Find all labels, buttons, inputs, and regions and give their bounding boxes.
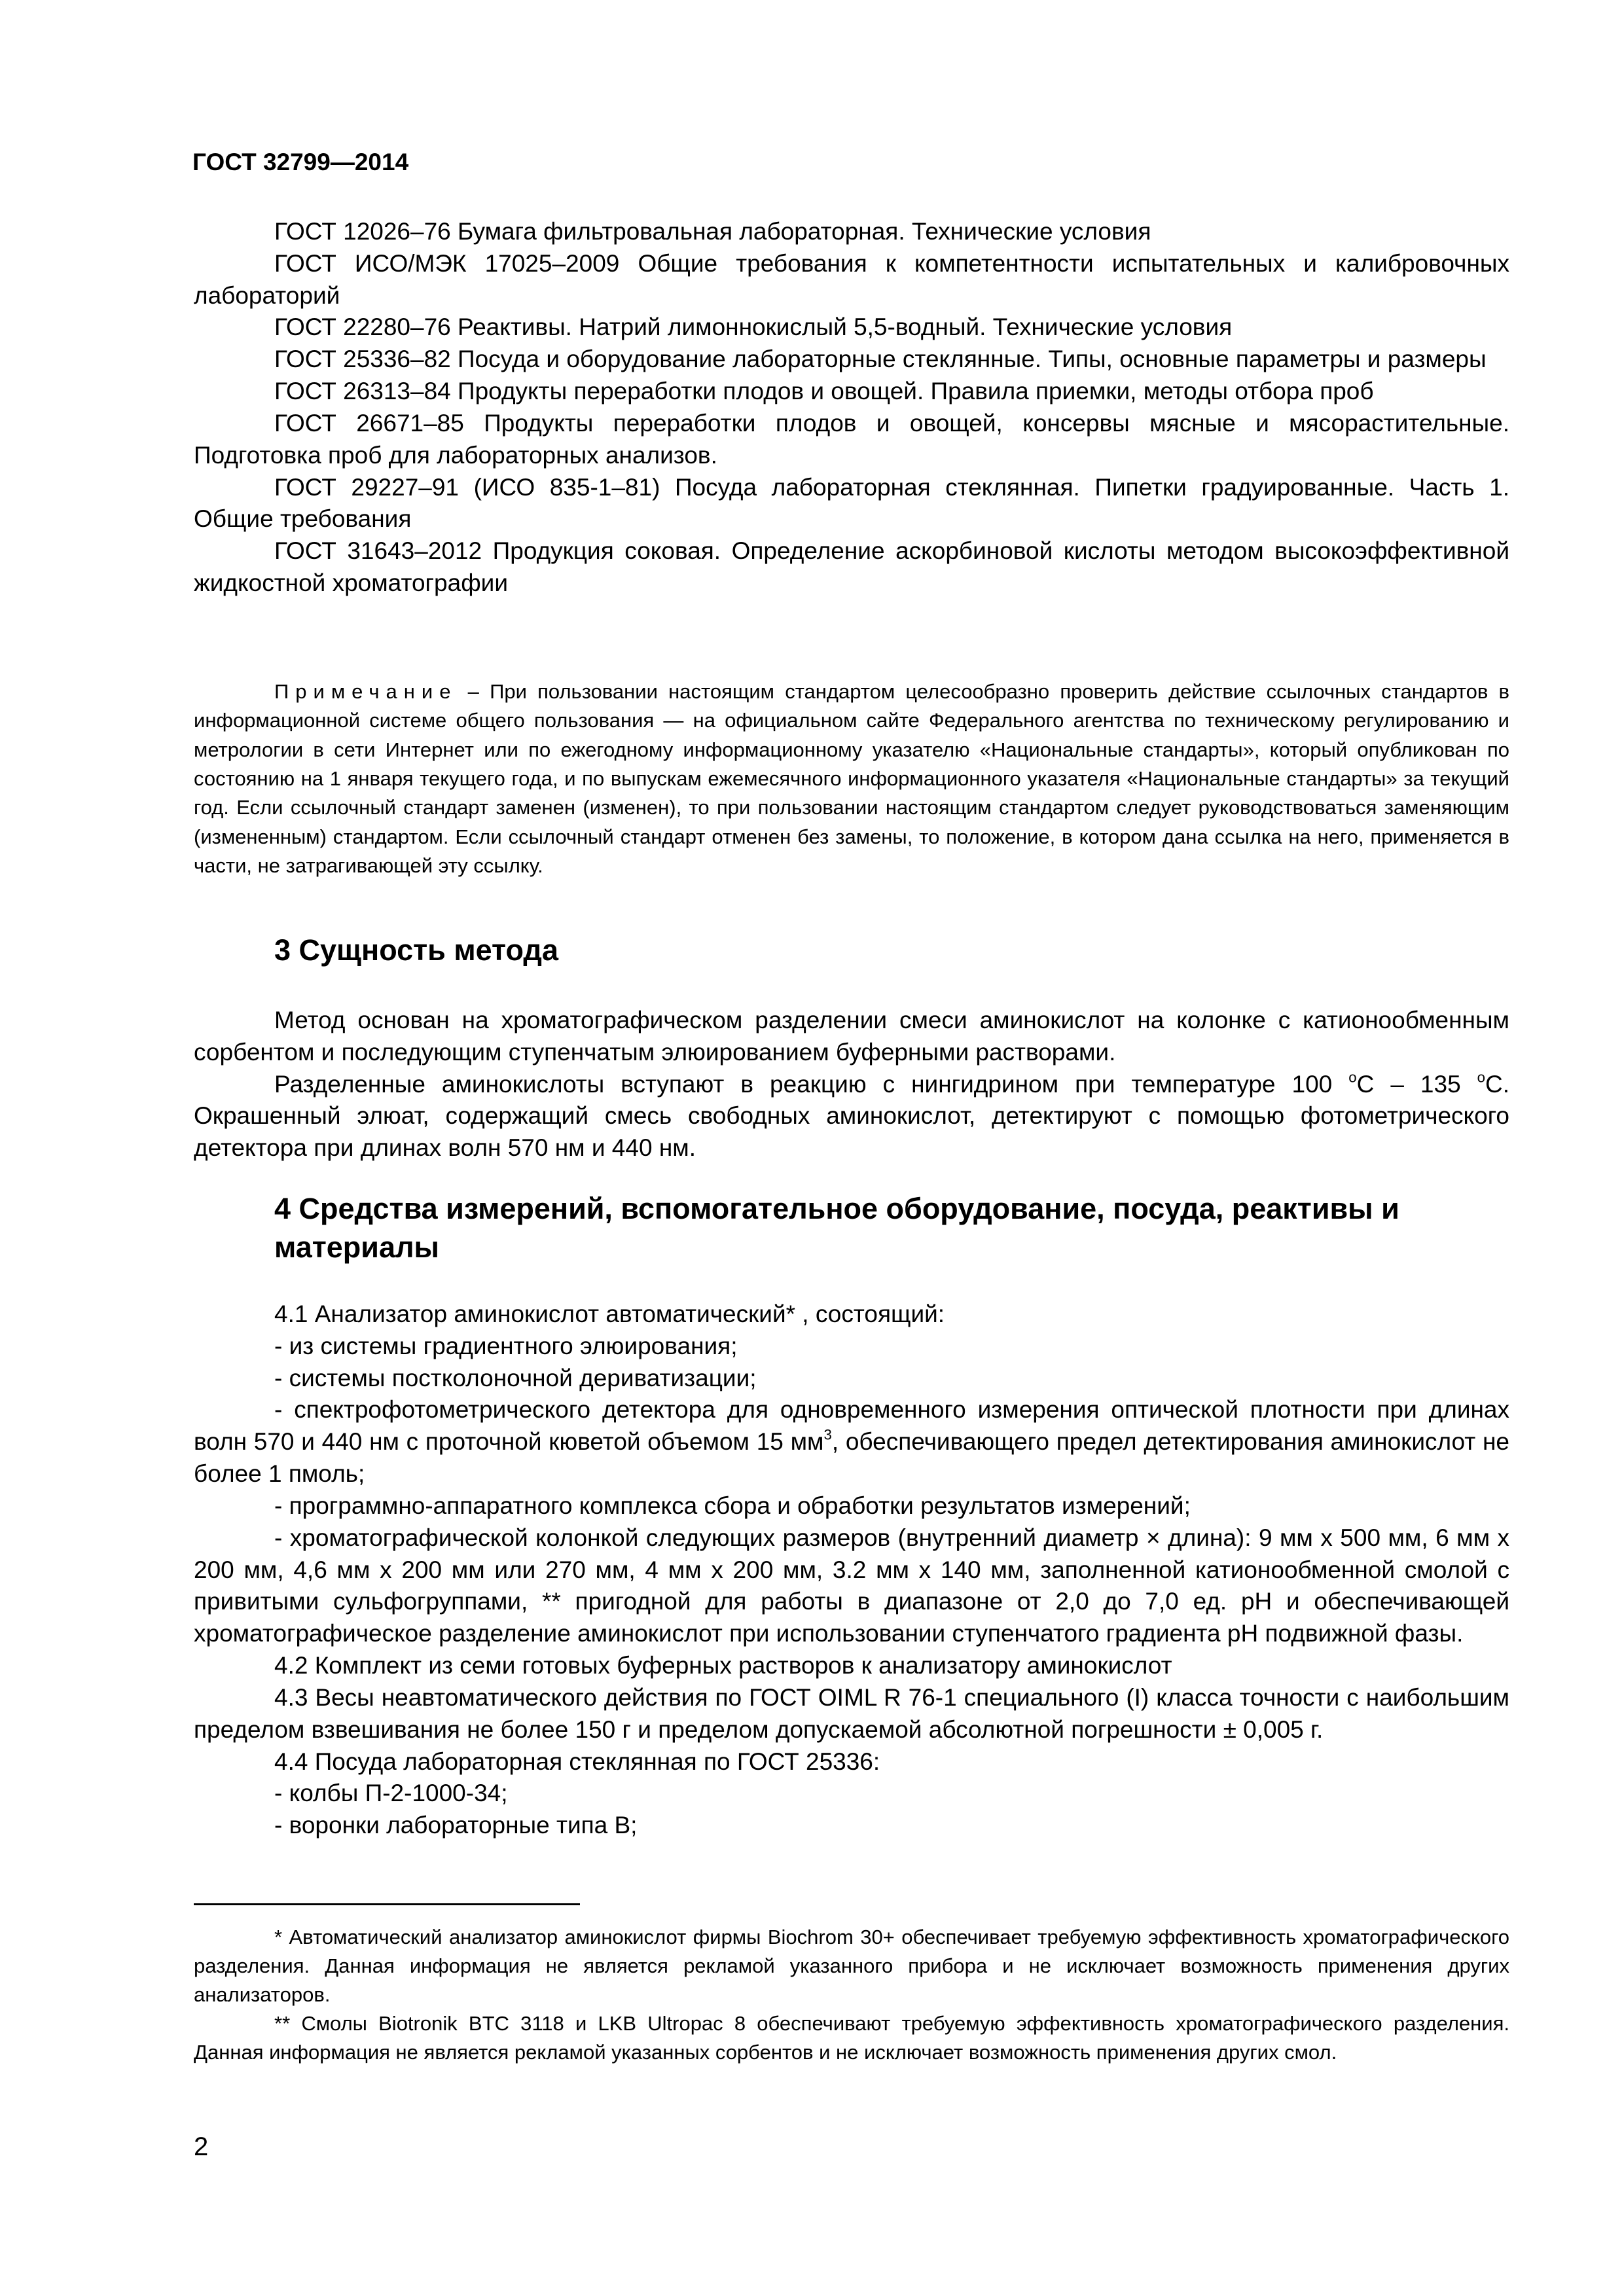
- page-number: 2: [194, 2132, 209, 2161]
- section-4-body: [194, 1299, 1509, 1842]
- list-item: - воронки лабораторные типа В;: [274, 1812, 638, 1839]
- paragraph: Метод основан на хроматографическом разделении смеси аминокислот на колонке с катионообменным сорбентом и последующим ступенчатым элюированием буферными растворами.: [194, 1007, 1509, 1066]
- paragraph-4-3: 4.3 Весы неавтоматического действия по ГОСТ OIML R 76-1 специального (I) класса точности с наибольшим пределом взвешивания не более 150 г и пределом допускаемой абсолютной погрешности ± 0,005 г.: [194, 1683, 1509, 1743]
- list-item: - колбы П-2-1000-34;: [274, 1780, 508, 1807]
- paragraph-4-1: 4.1 Анализатор аминокислот автоматический* , состоящий:: [274, 1300, 945, 1327]
- list-item: - спектрофотометрического детектора для одновременного измерения оптической плотности при длинах волн 570 и 440 нм с проточной кюветой объемом 15 $мм^3$, обеспечивающего предел детектирования аминокислот не более 1 пмоль;: [194, 1396, 1509, 1488]
- list-item: - системы постколоночной дериватизации;: [274, 1364, 757, 1391]
- list-item: - из системы градиентного элюирования;: [274, 1332, 738, 1359]
- paragraph-4-2: 4.2 Комплект из семи готовых буферных растворов к анализатору аминокислот: [274, 1652, 1172, 1679]
- footnote-divider: [194, 1903, 580, 1905]
- reference-item: ГОСТ 31643–2012 Продукция соковая. Определение аскорбиновой кислоты методом высокоэффективной жидкостной хроматографии: [194, 537, 1509, 597]
- reference-item: ГОСТ 12026–76 Бумага фильтровальная лабораторная. Технические условия: [274, 218, 1151, 245]
- normative-references: [194, 216, 1509, 600]
- list-item: - хроматографической колонкой следующих размеров (внутренний диаметр × длина): 9 мм х 500 мм, 6 мм х 200 мм, 4,6 мм х 200 мм или 270 мм, 4 мм х 200 мм, 3.2 мм х 140 мм, заполненной катионообменной смолой с привитыми сульфогруппами, ** пригодной для работы в диапазоне от 2,0 до 7,0 ед. рН и обеспечивающей хроматографическое разделение аминокислот при использовании ступенчатого градиента рН подвижной фазы.: [194, 1524, 1509, 1647]
- list-item: - программно-аппаратного комплекса сбора и обработки результатов измерений;: [274, 1492, 1191, 1519]
- reference-item: ГОСТ 22280–76 Реактивы. Натрий лимоннокислый 5,5-водный. Технические условия: [274, 314, 1233, 341]
- reference-item: ГОСТ 26671–85 Продукты переработки плодов и овощей, консервы мясные и мясорастительные. Подготовка проб для лабораторных анализов.: [194, 409, 1509, 469]
- footnote: * Автоматический анализатор аминокислот фирмы Biochrom 30+ обеспечивает требуемую эффективность хроматографического разделения. Данная информация не является рекламой указанного прибора и не исключает возможность применения других анализаторов.: [194, 1926, 1509, 2007]
- section-4-title: 4 Средства измерений, вспомогательное оборудование, посуда, реактивы и материалы: [274, 1192, 1399, 1264]
- section-3-title: 3 Сущность метода: [274, 933, 558, 967]
- reference-item: ГОСТ ИСО/МЭК 17025–2009 Общие требования к компетентности испытательных и калибровочных лабораторий: [194, 249, 1509, 309]
- paragraph: Разделенные аминокислоты вступают в реакцию с нингидрином при температуре 100 $^o$С – 135 $^o$С. Окрашенный элюат, содержащий смесь свободных аминокислот, детектируют с помощью фотометрического детектора при длинах волн 570 нм и 440 нм.: [194, 1069, 1509, 1162]
- footnote: ** Смолы Biotronik BTC 3118 и LKB Ultropac 8 обеспечивают требуемую эффективность хроматографического разделения. Данная информация не является рекламой указанных сорбентов и не исключает возможность применения других смол.: [194, 2012, 1509, 2064]
- note-block: [194, 677, 1509, 880]
- document-header: ГОСТ 32799—2014: [192, 149, 409, 175]
- paragraph-4-4: 4.4 Посуда лабораторная стеклянная по ГОСТ 25336:: [274, 1748, 880, 1775]
- note-text: – При пользовании настоящим стандартом целесообразно проверить действие ссылочных стандартов в информационной системе общего пользования — на официальном сайте Федерального агентства по техническому регулированию и метрологии в сети Интернет или по ежегодному информационному указателю «Национальные стандарты», который опубликован по состоянию на 1 января текущего года, и по выпускам ежемесячного информационного указателя «Национальные стандарты» за текущий год. Если ссылочный стандарт заменен (изменен), то при пользовании настоящим стандартом следует руководствоваться заменяющим (измененным) стандартом. Если ссылочный стандарт отменен без замены, то положение, в котором дана ссылка на него, применяется в части, не затрагивающей эту ссылку.: [194, 680, 1509, 877]
- section-3-body: [194, 1005, 1509, 1164]
- note-label: Примечание: [274, 680, 458, 703]
- reference-item: ГОСТ 29227–91 (ИСО 835-1–81) Посуда лабораторная стеклянная. Пипетки градуированные. Часть 1. Общие требования: [194, 473, 1509, 533]
- footnotes: [194, 1923, 1509, 2067]
- reference-item: ГОСТ 25336–82 Посуда и оборудование лабораторные стеклянные. Типы, основные параметры и размеры: [274, 346, 1487, 373]
- reference-item: ГОСТ 26313–84 Продукты переработки плодов и овощей. Правила приемки, методы отбора проб: [274, 378, 1374, 405]
